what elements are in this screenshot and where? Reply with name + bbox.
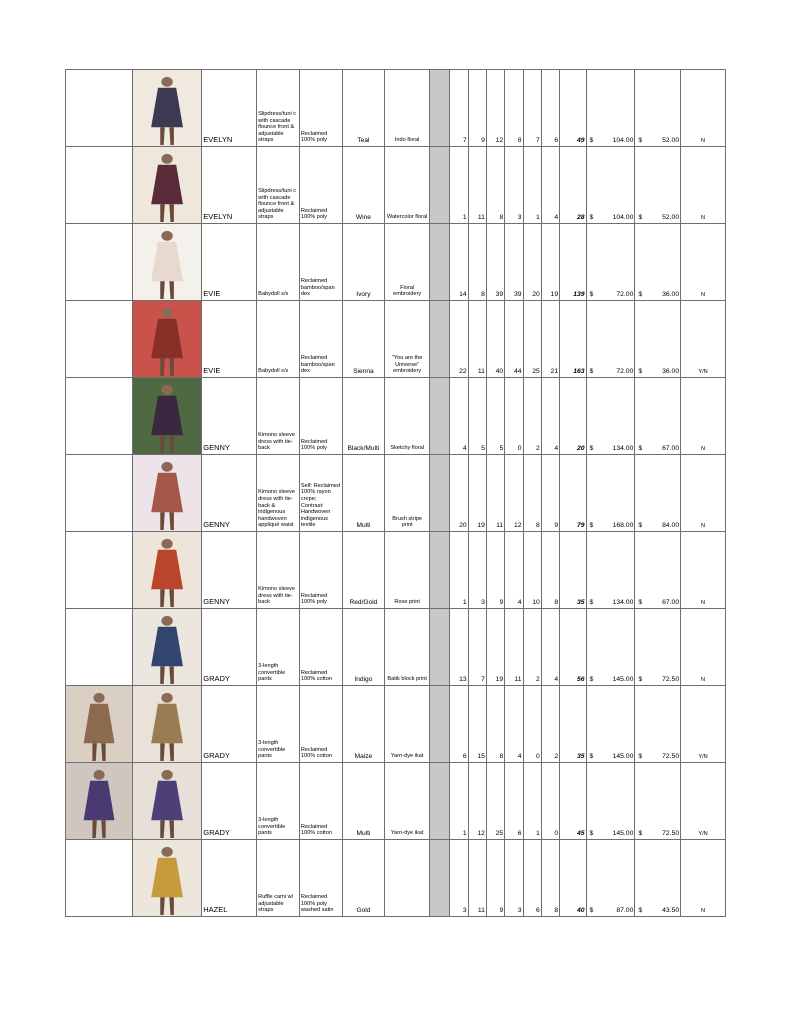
size-qty: 20 — [450, 455, 468, 532]
size-qty: 13 — [450, 609, 468, 686]
size-qty: 19 — [468, 455, 486, 532]
gray-separator — [430, 686, 450, 763]
table-body — [66, 70, 726, 917]
size-qty: 8 — [505, 70, 523, 147]
amount: 43.50 — [662, 907, 680, 914]
photo-cell — [133, 70, 202, 147]
style-name: GRADY — [202, 609, 257, 686]
size-qty: 9 — [486, 532, 504, 609]
style-name: GENNY — [202, 455, 257, 532]
availability-flag: Y/N — [681, 301, 726, 378]
style-name: GRADY — [202, 763, 257, 840]
photo-cell — [133, 686, 202, 763]
size-qty: 12 — [486, 70, 504, 147]
wholesale-price — [586, 763, 635, 840]
photo-cell — [133, 763, 202, 840]
currency-symbol: $ — [638, 830, 643, 837]
retail-price — [635, 763, 681, 840]
amount: 134.00 — [612, 599, 634, 606]
gray-separator — [430, 224, 450, 301]
currency-symbol: $ — [638, 291, 643, 298]
size-qty: 0 — [541, 763, 559, 840]
style-description: Slipdress/tuni c with cascade flounce front & adjustable straps — [257, 147, 300, 224]
style-name: GENNY — [202, 378, 257, 455]
amount: 104.00 — [612, 214, 634, 221]
size-qty: 8 — [523, 455, 541, 532]
empty-cell — [66, 378, 133, 455]
print-name: Batik block print — [385, 609, 430, 686]
size-qty: 44 — [505, 301, 523, 378]
amount: 87.00 — [616, 907, 634, 914]
print-name: Indo floral — [385, 70, 430, 147]
product-photo — [133, 301, 201, 377]
size-qty: 20 — [523, 224, 541, 301]
size-qty: 0 — [505, 378, 523, 455]
size-qty: 4 — [541, 147, 559, 224]
fabric: Reclaimed 100% poly — [299, 532, 342, 609]
gray-separator — [430, 840, 450, 917]
product-photo — [133, 224, 201, 300]
photo-cell — [133, 532, 202, 609]
availability-flag: N — [681, 455, 726, 532]
amount: 67.00 — [662, 599, 680, 606]
style-name: EVIE — [202, 301, 257, 378]
style-description: Ruffle cami w/ adjustable straps — [257, 840, 300, 917]
currency-symbol: $ — [638, 522, 643, 529]
retail-price — [635, 686, 681, 763]
size-qty: 1 — [523, 763, 541, 840]
size-qty: 5 — [486, 378, 504, 455]
colorway: Teal — [342, 70, 385, 147]
currency-symbol: $ — [589, 830, 594, 837]
wholesale-price — [586, 378, 635, 455]
product-photo — [133, 70, 201, 146]
fabric: Reclaimed 100% poly — [299, 70, 342, 147]
print-name — [385, 840, 430, 917]
print-name: Yarn-dye ikat — [385, 763, 430, 840]
wholesale-price — [586, 609, 635, 686]
currency-symbol: $ — [638, 907, 643, 914]
colorway: Gold — [342, 840, 385, 917]
size-qty: 5 — [468, 378, 486, 455]
size-qty: 25 — [523, 301, 541, 378]
fabric: Reclaimed bamboo/span dex — [299, 301, 342, 378]
size-qty: 9 — [486, 840, 504, 917]
style-description: Babydoll s/s — [257, 301, 300, 378]
style-description: 3-length convertible pants — [257, 686, 300, 763]
empty-cell — [66, 70, 133, 147]
colorway: Sienna — [342, 301, 385, 378]
currency-symbol: $ — [589, 291, 594, 298]
photo-cell — [133, 840, 202, 917]
retail-price — [635, 70, 681, 147]
empty-cell — [66, 840, 133, 917]
total-qty: 163 — [560, 301, 586, 378]
size-qty: 8 — [541, 840, 559, 917]
print-name: Brush stripe print — [385, 455, 430, 532]
availability-flag: N — [681, 609, 726, 686]
retail-price — [635, 301, 681, 378]
colorway: Black/Multi — [342, 378, 385, 455]
currency-symbol: $ — [589, 368, 594, 375]
amount: 168.00 — [612, 522, 634, 529]
size-qty: 14 — [450, 224, 468, 301]
size-qty: 11 — [486, 455, 504, 532]
size-qty: 4 — [450, 378, 468, 455]
size-qty: 6 — [505, 763, 523, 840]
gray-separator — [430, 147, 450, 224]
table-row — [66, 763, 726, 840]
currency-symbol: $ — [638, 137, 643, 144]
photo-cell — [133, 609, 202, 686]
total-qty: 40 — [560, 840, 586, 917]
amount: 72.50 — [662, 830, 680, 837]
retail-price — [635, 147, 681, 224]
retail-price — [635, 224, 681, 301]
photo-cell — [133, 301, 202, 378]
size-qty: 9 — [541, 455, 559, 532]
amount: 145.00 — [612, 753, 634, 760]
size-qty: 21 — [541, 301, 559, 378]
size-qty: 11 — [468, 301, 486, 378]
size-qty: 22 — [450, 301, 468, 378]
product-photo — [133, 147, 201, 223]
photo-cell — [133, 147, 202, 224]
size-qty: 4 — [505, 532, 523, 609]
gray-separator — [430, 763, 450, 840]
currency-symbol: $ — [589, 753, 594, 760]
wholesale-price — [586, 224, 635, 301]
style-description: Babydoll s/s — [257, 224, 300, 301]
total-qty: 139 — [560, 224, 586, 301]
size-qty: 6 — [450, 686, 468, 763]
size-qty: 3 — [505, 840, 523, 917]
availability-flag: N — [681, 532, 726, 609]
size-qty: 1 — [450, 147, 468, 224]
print-name: "You are the Universe" embroidery — [385, 301, 430, 378]
wholesale-price — [586, 70, 635, 147]
total-qty: 45 — [560, 763, 586, 840]
size-qty: 7 — [523, 70, 541, 147]
table-row — [66, 686, 726, 763]
gray-separator — [430, 378, 450, 455]
table-row — [66, 609, 726, 686]
style-name: GRADY — [202, 686, 257, 763]
total-qty: 56 — [560, 609, 586, 686]
fabric: Self: Reclaimed 100% rayon crepe; Contrast: Handwoven indigenous textile — [299, 455, 342, 532]
total-qty: 20 — [560, 378, 586, 455]
size-qty: 10 — [523, 532, 541, 609]
total-qty: 35 — [560, 686, 586, 763]
empty-cell — [66, 609, 133, 686]
fabric: Reclaimed 100% cotton — [299, 686, 342, 763]
size-qty: 3 — [450, 840, 468, 917]
availability-flag: N — [681, 378, 726, 455]
style-name: EVELYN — [202, 147, 257, 224]
total-qty: 49 — [560, 70, 586, 147]
product-photo — [133, 840, 201, 916]
size-qty: 0 — [523, 686, 541, 763]
size-qty: 2 — [541, 686, 559, 763]
total-qty: 35 — [560, 532, 586, 609]
size-qty: 6 — [541, 70, 559, 147]
currency-symbol: $ — [589, 137, 594, 144]
side-photo-cell — [66, 763, 133, 840]
amount: 134.00 — [612, 445, 634, 452]
size-qty: 40 — [486, 301, 504, 378]
print-name: Watercolor floral — [385, 147, 430, 224]
size-qty: 39 — [486, 224, 504, 301]
size-qty: 11 — [505, 609, 523, 686]
empty-cell — [66, 455, 133, 532]
amount: 145.00 — [612, 676, 634, 683]
retail-price — [635, 840, 681, 917]
size-qty: 4 — [541, 609, 559, 686]
availability-flag: Y/N — [681, 686, 726, 763]
wholesale-price — [586, 686, 635, 763]
currency-symbol: $ — [589, 214, 594, 221]
print-name: Rose print — [385, 532, 430, 609]
fabric: Reclaimed 100% poly — [299, 147, 342, 224]
table-row — [66, 301, 726, 378]
style-description: Slipdress/tuni c with cascade flounce front & adjustable straps — [257, 70, 300, 147]
size-qty: 11 — [468, 147, 486, 224]
size-qty: 8 — [541, 532, 559, 609]
table-row — [66, 378, 726, 455]
size-qty: 15 — [468, 686, 486, 763]
retail-price — [635, 532, 681, 609]
line-sheet-table — [65, 69, 726, 917]
empty-cell — [66, 147, 133, 224]
currency-symbol: $ — [589, 522, 594, 529]
style-description: Kimono sleeve dress with tie-back & indigenous handwoven appliqué waist — [257, 455, 300, 532]
gray-separator — [430, 609, 450, 686]
size-qty: 4 — [541, 378, 559, 455]
table-row — [66, 840, 726, 917]
size-qty: 8 — [468, 224, 486, 301]
retail-price — [635, 378, 681, 455]
style-name: EVELYN — [202, 70, 257, 147]
currency-symbol: $ — [589, 676, 594, 683]
size-qty: 9 — [468, 70, 486, 147]
product-photo — [133, 686, 201, 762]
size-qty: 1 — [450, 763, 468, 840]
product-photo — [133, 609, 201, 685]
size-qty: 2 — [523, 609, 541, 686]
size-qty: 8 — [486, 686, 504, 763]
amount: 36.00 — [662, 291, 680, 298]
size-qty: 19 — [486, 609, 504, 686]
fabric: Reclaimed 100% poly — [299, 378, 342, 455]
wholesale-price — [586, 147, 635, 224]
currency-symbol: $ — [638, 676, 643, 683]
product-photo — [133, 763, 201, 839]
colorway: Multi — [342, 455, 385, 532]
product-photo — [66, 763, 132, 839]
amount: 72.00 — [616, 368, 634, 375]
colorway: Indigo — [342, 609, 385, 686]
size-qty: 12 — [505, 455, 523, 532]
gray-separator — [430, 455, 450, 532]
fabric: Reclaimed 100% poly washed satin — [299, 840, 342, 917]
wholesale-price — [586, 455, 635, 532]
style-description: 3-length convertible pants — [257, 609, 300, 686]
product-photo — [66, 686, 132, 762]
amount: 52.00 — [662, 214, 680, 221]
style-name: HAZEL — [202, 840, 257, 917]
size-qty: 3 — [468, 532, 486, 609]
availability-flag: N — [681, 147, 726, 224]
colorway: Red/Gold — [342, 532, 385, 609]
amount: 72.50 — [662, 753, 680, 760]
currency-symbol: $ — [589, 907, 594, 914]
currency-symbol: $ — [638, 753, 643, 760]
print-name: Floral embroidery — [385, 224, 430, 301]
colorway: Maize — [342, 686, 385, 763]
total-qty: 28 — [560, 147, 586, 224]
fabric: Reclaimed 100% cotton — [299, 609, 342, 686]
amount: 67.00 — [662, 445, 680, 452]
gray-separator — [430, 70, 450, 147]
size-qty: 25 — [486, 763, 504, 840]
gray-separator — [430, 532, 450, 609]
currency-symbol: $ — [638, 214, 643, 221]
currency-symbol: $ — [638, 599, 643, 606]
currency-symbol: $ — [589, 599, 594, 606]
availability-flag: Y/N — [681, 763, 726, 840]
wholesale-price — [586, 532, 635, 609]
gray-separator — [430, 301, 450, 378]
size-qty: 4 — [505, 686, 523, 763]
product-photo — [133, 455, 201, 531]
currency-symbol: $ — [638, 368, 643, 375]
amount: 145.00 — [612, 830, 634, 837]
amount: 72.50 — [662, 676, 680, 683]
size-qty: 7 — [450, 70, 468, 147]
style-name: GENNY — [202, 532, 257, 609]
style-description: 3-length convertible pants — [257, 763, 300, 840]
product-photo — [133, 378, 201, 454]
photo-cell — [133, 224, 202, 301]
table-row — [66, 70, 726, 147]
colorway: Ivory — [342, 224, 385, 301]
amount: 104.00 — [612, 137, 634, 144]
availability-flag: N — [681, 840, 726, 917]
size-qty: 1 — [523, 147, 541, 224]
table-row — [66, 532, 726, 609]
photo-cell — [133, 455, 202, 532]
availability-flag: N — [681, 224, 726, 301]
size-qty: 39 — [505, 224, 523, 301]
table-row — [66, 147, 726, 224]
fabric: Reclaimed 100% cotton — [299, 763, 342, 840]
size-qty: 12 — [468, 763, 486, 840]
total-qty: 79 — [560, 455, 586, 532]
colorway: Wine — [342, 147, 385, 224]
wholesale-price — [586, 840, 635, 917]
print-name: Sketchy floral — [385, 378, 430, 455]
colorway: Multi — [342, 763, 385, 840]
empty-cell — [66, 224, 133, 301]
style-name: EVIE — [202, 224, 257, 301]
amount: 72.00 — [616, 291, 634, 298]
print-name: Yarn-dye ikat — [385, 686, 430, 763]
empty-cell — [66, 301, 133, 378]
retail-price — [635, 455, 681, 532]
wholesale-price — [586, 301, 635, 378]
currency-symbol: $ — [589, 445, 594, 452]
size-qty: 3 — [505, 147, 523, 224]
empty-cell — [66, 532, 133, 609]
product-photo — [133, 532, 201, 608]
currency-symbol: $ — [638, 445, 643, 452]
availability-flag: N — [681, 70, 726, 147]
table-row — [66, 224, 726, 301]
amount: 52.00 — [662, 137, 680, 144]
size-qty: 7 — [468, 609, 486, 686]
amount: 36.00 — [662, 368, 680, 375]
size-qty: 2 — [523, 378, 541, 455]
side-photo-cell — [66, 686, 133, 763]
size-qty: 19 — [541, 224, 559, 301]
photo-cell — [133, 378, 202, 455]
style-description: Kimono sleeve dress with tie-back — [257, 378, 300, 455]
size-qty: 11 — [468, 840, 486, 917]
style-description: Kimono sleeve dress with tie-back — [257, 532, 300, 609]
retail-price — [635, 609, 681, 686]
table-row — [66, 455, 726, 532]
size-qty: 1 — [450, 532, 468, 609]
fabric: Reclaimed bamboo/span dex — [299, 224, 342, 301]
size-qty: 8 — [486, 147, 504, 224]
amount: 84.00 — [662, 522, 680, 529]
size-qty: 6 — [523, 840, 541, 917]
